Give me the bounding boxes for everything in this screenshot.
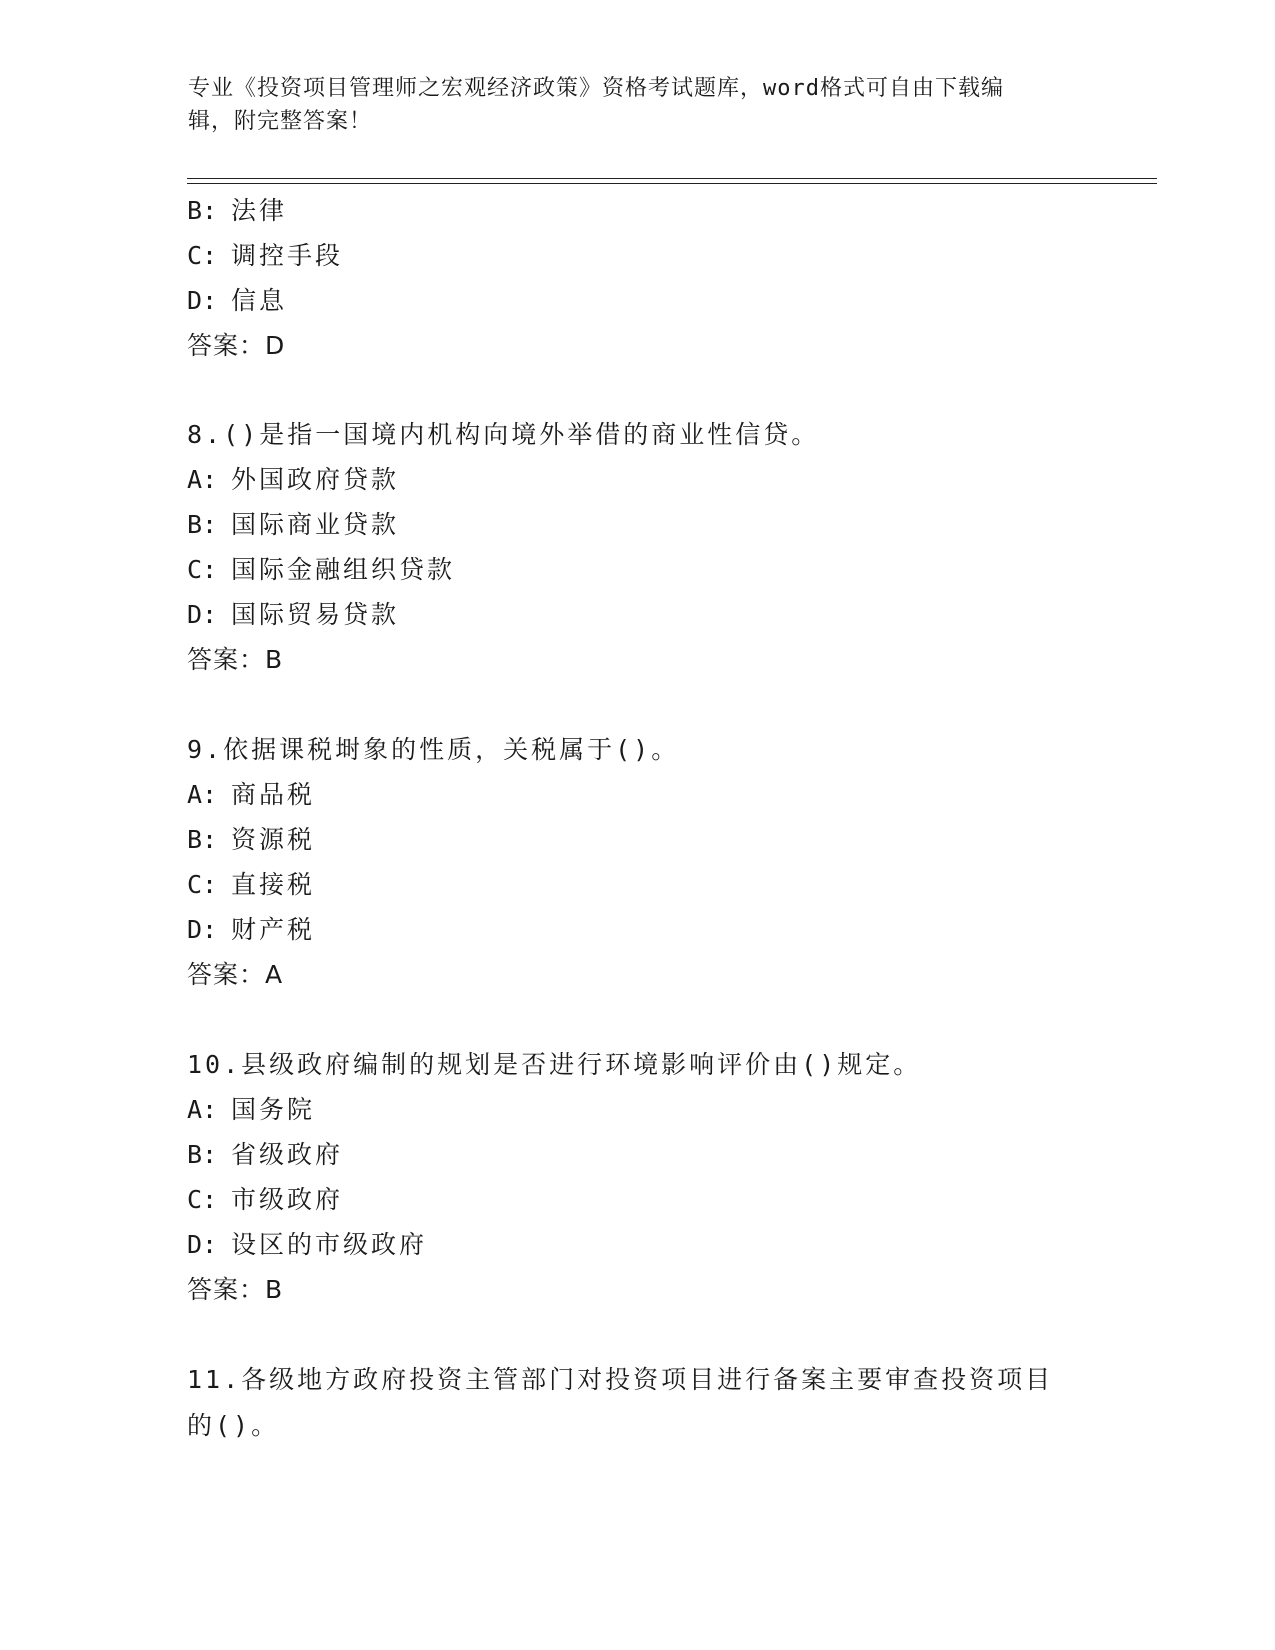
- option-text: 设区的市级政府: [231, 1230, 428, 1259]
- option-text: 国际贸易贷款: [231, 600, 400, 629]
- question-stem: 9.依据课税埘象的性质，关税属于()。: [187, 735, 680, 764]
- header-line-2: 辑，附完整答案！: [188, 109, 373, 134]
- option-text: 调控手段: [231, 241, 344, 270]
- header-line-1: 专业《投资项目管理师之宏观经济政策》资格考试题库，word格式可自由下载编: [188, 76, 1004, 101]
- option-letter: B:: [187, 1140, 218, 1169]
- option-text: 省级政府: [231, 1140, 344, 1169]
- option-letter: C:: [187, 241, 218, 270]
- question-stem: 10.县级政府编制的规划是否进行环境影响评价由()规定。: [187, 1050, 922, 1079]
- option-row: [187, 196, 287, 226]
- question-stem: 8.()是指一国境内机构向境外举借的商业性信贷。: [187, 420, 820, 449]
- option-row: [187, 555, 455, 585]
- option-letter: B:: [187, 196, 218, 225]
- option-row: [187, 241, 343, 271]
- header-divider-top: [187, 178, 1157, 179]
- option-text: 资源税: [231, 825, 316, 854]
- answer-line: 答案：B: [187, 1275, 284, 1304]
- option-text: 外国政府贷款: [231, 465, 400, 494]
- answer-line: 答案：D: [187, 331, 286, 360]
- option-letter: C:: [187, 870, 218, 899]
- option-text: 信息: [231, 286, 288, 315]
- option-row: [187, 510, 399, 540]
- option-letter: D:: [187, 915, 218, 944]
- option-row: [187, 1230, 427, 1260]
- option-letter: A:: [187, 1095, 218, 1124]
- option-text: 国际金融组织贷款: [231, 555, 456, 584]
- option-text: 法律: [231, 196, 288, 225]
- option-text: 财产税: [231, 915, 316, 944]
- question-stem-line-1: 11.各级地方政府投资主管部门对投资项目进行备案主要审查投资项目: [187, 1365, 1054, 1394]
- option-letter: B:: [187, 510, 218, 539]
- answer-line: 答案：A: [187, 960, 284, 989]
- option-row: [187, 1185, 343, 1215]
- option-text: 直接税: [231, 870, 316, 899]
- option-letter: D:: [187, 286, 218, 315]
- option-letter: D:: [187, 600, 218, 629]
- option-row: [187, 915, 315, 945]
- option-letter: D:: [187, 1230, 218, 1259]
- option-row: [187, 870, 315, 900]
- option-row: [187, 1140, 343, 1170]
- option-letter: A:: [187, 465, 218, 494]
- option-text: 商品税: [231, 780, 316, 809]
- option-row: [187, 600, 399, 630]
- option-row: [187, 1095, 315, 1125]
- option-row: [187, 825, 315, 855]
- option-letter: B:: [187, 825, 218, 854]
- option-text: 国务院: [231, 1095, 316, 1124]
- option-row: [187, 780, 315, 810]
- option-letter: C:: [187, 555, 218, 584]
- header-divider-bottom: [187, 183, 1157, 184]
- option-text: 国际商业贷款: [231, 510, 400, 539]
- document-header: [188, 72, 1068, 138]
- option-letter: C:: [187, 1185, 218, 1214]
- answer-line: 答案：B: [187, 645, 284, 674]
- option-row: [187, 286, 287, 316]
- question-stem-line-2: 的()。: [187, 1411, 280, 1440]
- option-letter: A:: [187, 780, 218, 809]
- option-text: 市级政府: [231, 1185, 344, 1214]
- option-row: [187, 465, 399, 495]
